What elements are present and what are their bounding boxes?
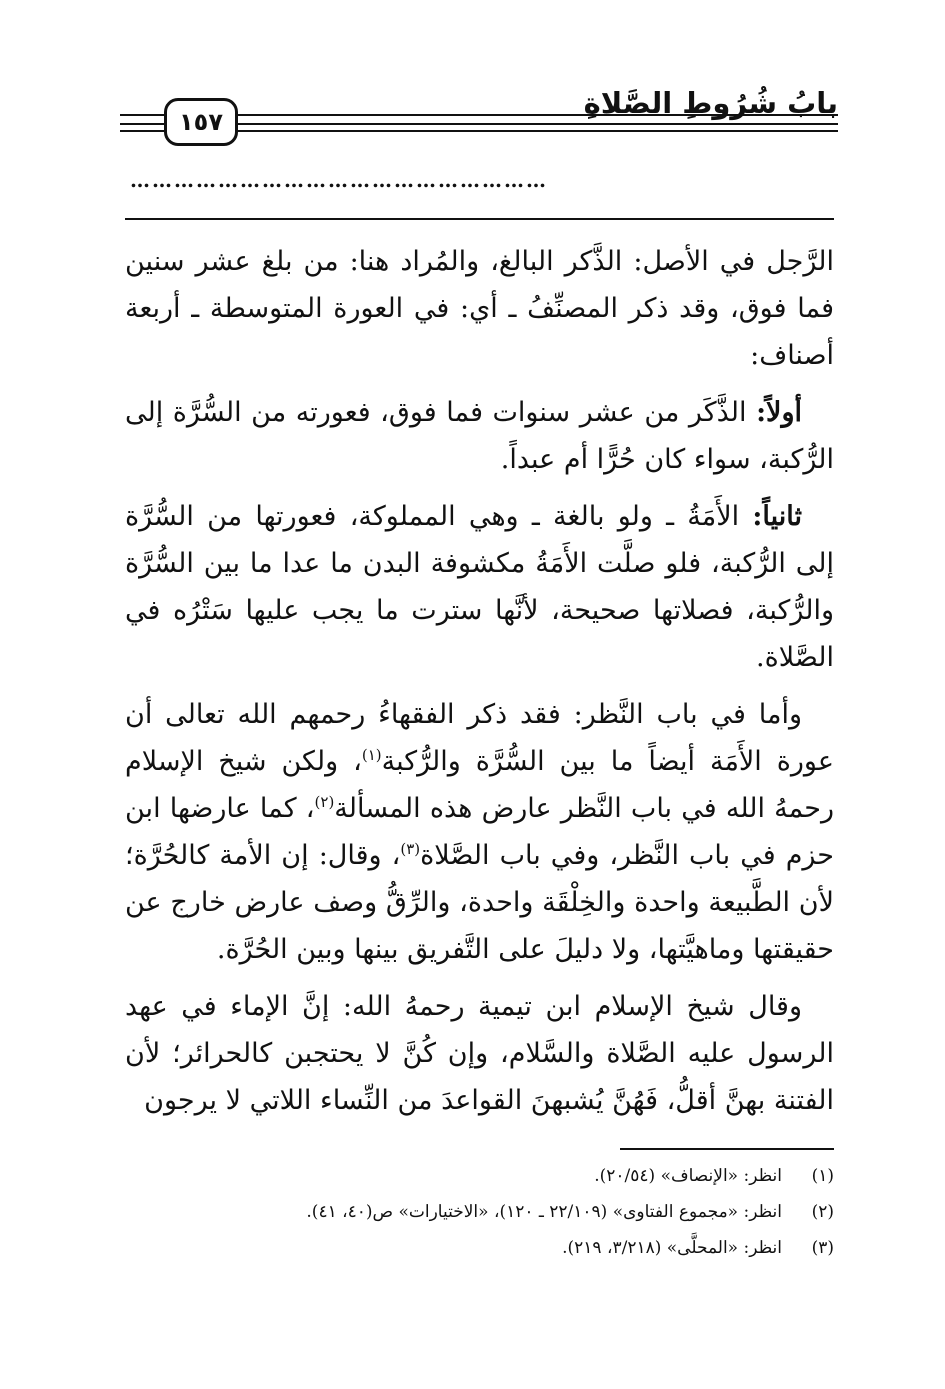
paragraph-text: الذَّكَر من عشر سنوات فما فوق، فعورته من السُّرَّة إلى الرُّكبة، سواء كان حُرًّا أم عبداً. (125, 397, 834, 475)
dotted-separator: ………………………………………………… (130, 168, 548, 192)
footnote-item (125, 1158, 834, 1194)
paragraph-text: الرَّجل في الأصل: الذَّكر البالغ، والمُراد هنا: من بلغ عشر سنين فما فوق، وقد ذكر المصنِّفُ ـ أي: في العورة المتوسطة ـ أربعة أصناف: (125, 246, 834, 371)
footnote-number: (٣) (811, 1238, 834, 1258)
footnote-item (125, 1194, 834, 1230)
paragraph-text: وأما في باب النَّظر: فقد ذكر الفقهاءُ رحمهم الله تعالى أن عورة الأَمَة أيضاً ما بين السُّرَّة والرُّكبة (125, 699, 834, 777)
page-header (120, 80, 838, 152)
footnote-text: انظر: «مجموع الفتاوى» (٢٢/١٠٩ ـ ١٢٠)، «الاختيارات» ص(٤٠، ٤١). (306, 1202, 782, 1222)
footnote-text: انظر: «المحلَّى» (٣/٢١٨، ٢١٩). (562, 1238, 782, 1258)
paragraph-second (125, 493, 834, 681)
text-top-rule (125, 218, 834, 220)
footnote-item (125, 1230, 834, 1266)
footnote-rule (620, 1148, 834, 1150)
paragraph-ibn-taymiyya (125, 983, 834, 1124)
paragraph-intro (125, 238, 834, 379)
paragraph-lead: أولاً: (756, 397, 802, 428)
page-number: ١٥٧ (164, 98, 238, 146)
footnote-marker: (١) (361, 746, 382, 764)
footnotes (125, 1158, 834, 1266)
footnote-text: انظر: «الإنصاف» (٢٠/٥٤). (594, 1166, 782, 1186)
paragraph-gaze (125, 691, 834, 973)
footnote-number: (٢) (811, 1202, 834, 1222)
paragraph-lead: ثانياً: (752, 501, 802, 532)
paragraph-text: وقال شيخ الإسلام ابن تيمية رحمهُ الله: إنَّ الإماء في عهد الرسول عليه الصَّلاة والسَّلام، وإن كُنَّ لا يحتجبن كالحرائر؛ لأن الفتنة بهنَّ أقلُّ، فَهُنَّ يُشبهنَ القواعدَ من النِّساء اللاتي لا يرجون (125, 991, 834, 1116)
footnote-number: (١) (811, 1166, 834, 1186)
running-title: بابُ شُرُوطِ الصَّلاةِ (583, 86, 838, 120)
paragraph-text: ، ولكن شيخ الإسلام رحمهُ الله في باب النَّظر عارض هذه المسألة (125, 746, 834, 824)
footnote-marker: (٢) (314, 793, 335, 811)
footnote-marker: (٣) (400, 840, 421, 858)
paragraph-text: ، وقال: إن الأمة كالحُرَّة؛ لأن الطَّبيعة واحدة والخِلْقَة واحدة، والرِّقُّ وصف عارض خارج عن حقيقتها وماهيَّتها، ولا دليلَ على التَّفريق بينها وبين الحُرَّة. (125, 840, 834, 965)
main-text (125, 238, 834, 1134)
paragraph-text: الأَمَةُ ـ ولو بالغة ـ وهي المملوكة، فعورتها من السُّرَّة إلى الرُّكبة، فلو صلَّت الأَمَةُ مكشوفة البدن ما عدا ما بين السُّرَّة والرُّكبة، فصلاتها صحيحة، لأنَّها سترت ما يجب عليها سَتْرُه في الصَّلاة. (125, 501, 834, 673)
paragraph-first (125, 389, 834, 483)
paragraph-text: ، كما عارضها ابن حزم في باب النَّظر، وفي باب الصَّلاة (125, 793, 834, 871)
